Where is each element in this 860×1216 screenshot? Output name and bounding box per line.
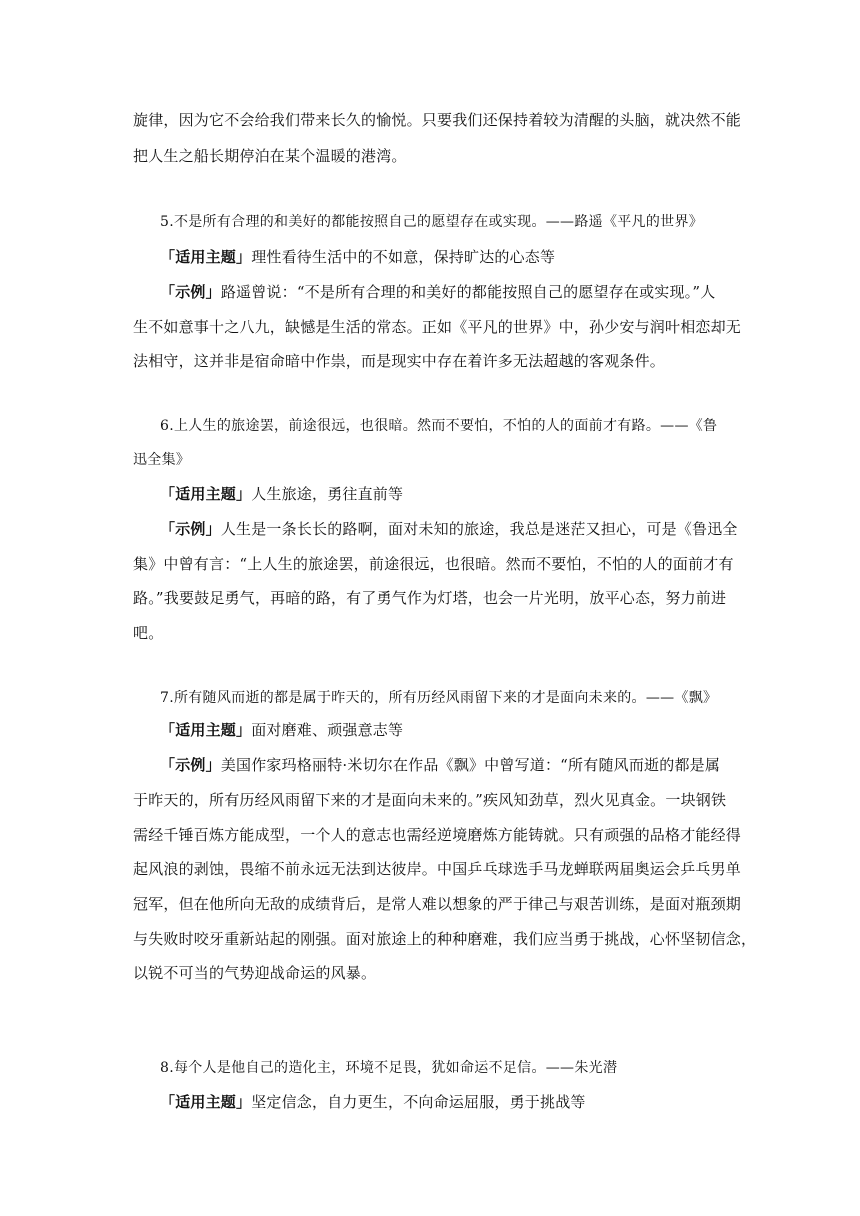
theme-row	[160, 720, 733, 740]
theme-tag: 「适用主题」	[160, 1093, 252, 1111]
example-line: 生不如意事十之八九，缺憾是生活的常态。正如《平凡的世界》中，孙少安与润叶相恋却无	[133, 318, 742, 336]
theme-tag: 「适用主题」	[160, 248, 252, 266]
theme-row	[160, 247, 733, 267]
example-line: 与失败时咬牙重新站起的刚强。面对旅途上的种种磨难，我们应当勇于挑战，心怀坚韧信念，	[133, 930, 757, 948]
example-line: 路。”我要鼓足勇气，再暗的路，有了勇气作为灯塔，也会一片光明，放平心态，努力前进	[133, 589, 727, 607]
quote-line: 7.所有随风而逝的都是属于昨天的，所有历经风雨留下来的才是面向未来的。——《飘》	[160, 690, 718, 706]
example-tag: 「示例」	[160, 283, 221, 301]
example-row	[160, 282, 733, 302]
example-text: 美国作家玛格丽特·米切尔在作品《飘》中曾写道：“所有随风而逝的都是属	[220, 756, 721, 774]
quote-line: 8.每个人是他自己的造化主，环境不足畏，犹如命运不足信。——朱光潜	[160, 1060, 618, 1076]
example-text: 路遥曾说：“不是所有合理的和美好的都能按照自己的愿望存在或实现。”人	[220, 283, 716, 301]
theme-text: 面对磨难、顽强意志等	[251, 721, 404, 739]
example-line: 以锐不可当的气势迎战命运的风暴。	[133, 964, 377, 982]
paragraph-line: 把人生之船长期停泊在某个温暖的港湾。	[133, 147, 407, 165]
quote-line: 5.不是所有合理的和美好的都能按照自己的愿望存在或实现。——路遥《平凡的世界》	[160, 214, 704, 230]
example-tag: 「示例」	[160, 756, 221, 774]
example-row	[160, 519, 738, 539]
paragraph-line: 旋律，因为它不会给我们带来长久的愉悦。只要我们还保持着较为清醒的头脑，就决然不能	[133, 111, 742, 129]
theme-text: 理性看待生活中的不如意，保持旷达的心态等	[251, 248, 556, 266]
theme-tag: 「适用主题」	[160, 721, 252, 739]
example-text: 人生是一条长长的路啊，面对未知的旅途，我总是迷茫又担心，可是《鲁迅全	[220, 520, 738, 538]
quote-line: 迅全集》	[133, 452, 191, 468]
theme-text: 坚定信念，自力更生，不向命运屈服，勇于挑战等	[251, 1093, 586, 1111]
example-line: 集》中曾有言：“上人生的旅途罢，前途很远，也很暗。然而不要怕，不怕的人的面前才有	[133, 555, 734, 573]
theme-tag: 「适用主题」	[160, 485, 252, 503]
example-line: 起风浪的剥蚀，畏缩不前永远无法到达彼岸。中国乒乓球选手马龙蝉联两届奥运会乒乓男单	[133, 860, 742, 878]
example-line: 需经千锤百炼方能成型，一个人的意志也需经逆境磨炼方能铸就。只有顽强的品格才能经得	[133, 826, 742, 844]
example-row	[160, 755, 733, 775]
example-line: 于昨天的，所有历经风雨留下来的才是面向未来的。”疾风知劲草，烈火见真金。一块钢铁	[133, 791, 727, 809]
example-line: 冠军，但在他所向无敌的成绩背后，是常人难以想象的严于律己与艰苦训练，是面对瓶颈期	[133, 895, 742, 913]
example-line: 法相守，这并非是宿命暗中作祟，而是现实中存在着许多无法超越的客观条件。	[133, 352, 666, 370]
theme-text: 人生旅途，勇往直前等	[251, 485, 404, 503]
theme-row	[160, 1092, 733, 1112]
quote-line: 6.上人生的旅途罢，前途很远，也很暗。然而不要怕，不怕的人的面前才有路。——《鲁	[160, 418, 718, 434]
theme-row	[160, 484, 733, 504]
example-tag: 「示例」	[160, 520, 221, 538]
example-line: 吧。	[133, 624, 164, 642]
